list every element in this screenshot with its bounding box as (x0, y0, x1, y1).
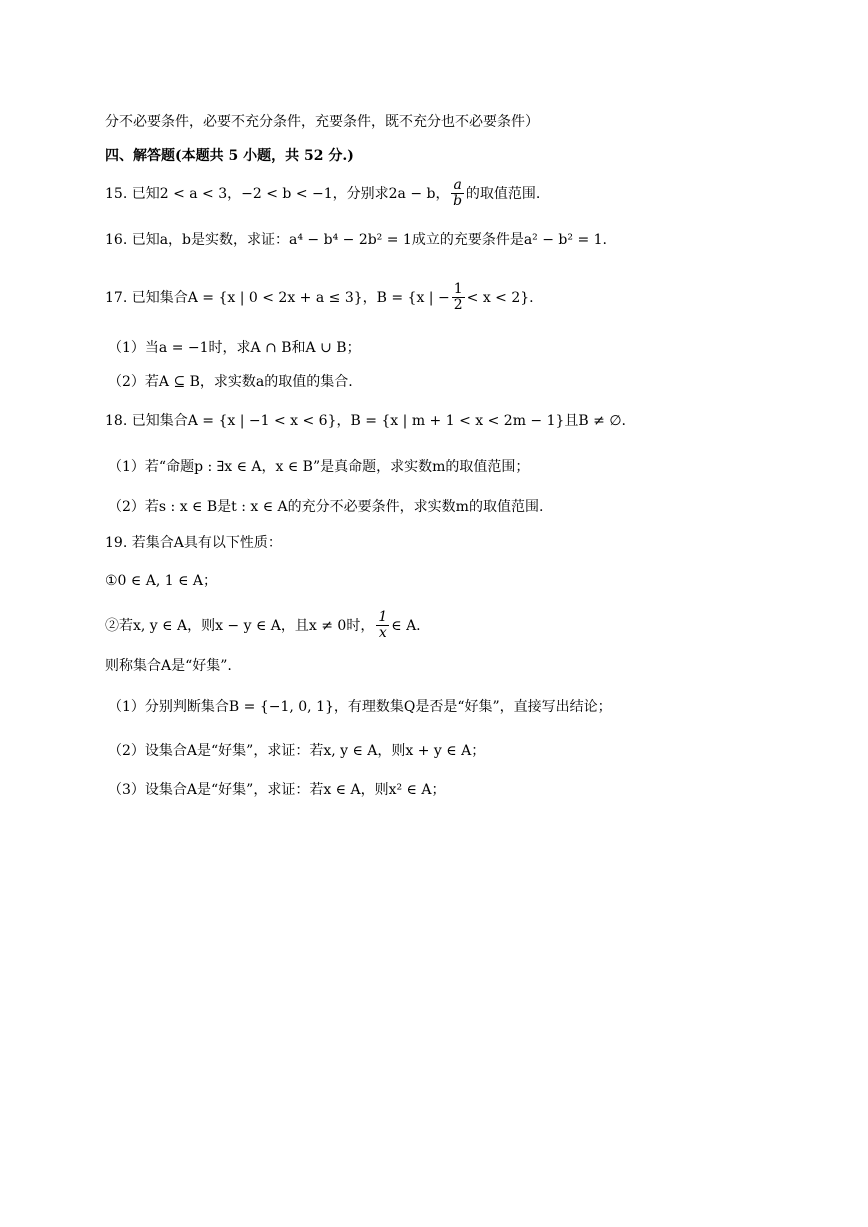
question-19: 19. 若集合A具有以下性质： (105, 535, 282, 551)
question-15-text-a: 15. 已知2 < a < 3，−2 < b < −1，分别求2a − b， (105, 185, 450, 202)
question-17-text-a: 17. 已知集合A = {x | 0 < 2x + a ≤ 3}，B = {x | − (105, 289, 450, 306)
question-19-part-3: （3）设集合A是“好集”，求证：若x ∈ A，则x² ∈ A； (108, 782, 446, 798)
fraction-numerator: a (453, 177, 462, 193)
question-19-part-1: （1）分别判断集合B = {−1, 0, 1}，有理数集Q是否是“好集”，直接写出结论； (108, 699, 612, 715)
question-19-property-2 (105, 610, 421, 642)
question-17-fraction (452, 282, 465, 314)
question-19-property-1: ①0 ∈ A, 1 ∈ A； (105, 573, 218, 589)
question-19-part-2: （2）设集合A是“好集”，求证：若x, y ∈ A，则x + y ∈ A； (108, 743, 486, 759)
fraction-numerator: 1 (378, 609, 388, 625)
question-19-fraction (376, 610, 389, 642)
question-16: 16. 已知a，b是实数，求证：a⁴ − b⁴ − 2b² = 1成立的充要条件是a² − b² = 1. (105, 232, 607, 248)
question-18: 18. 已知集合A = {x | −1 < x < 6}，B = {x | m + 1 < x < 2m − 1}且B ≠ ∅. (105, 413, 626, 429)
question-17 (105, 282, 534, 314)
question-19-property-2-text-a: ②若x, y ∈ A，则x − y ∈ A，且x ≠ 0时， (105, 617, 375, 634)
fraction-denominator: b (453, 193, 463, 210)
question-18-part-1: （1）若“命题p : ∃x ∈ A，x ∈ B”是真命题，求实数m的取值范围； (108, 459, 530, 475)
question-17-part-1: （1）当a = −1时，求A ∩ B和A ∪ B； (108, 340, 361, 356)
question-17-part-2: （2）若A ⊆ B，求实数a的取值的集合. (108, 374, 353, 390)
fraction-numerator: 1 (453, 281, 463, 297)
text-line-0: 分不必要条件，必要不充分条件，充要条件，既不充分也不必要条件） (105, 114, 539, 130)
question-15 (105, 178, 540, 210)
section-heading: 四、解答题(本题共 5 小题，共 52 分.) (105, 148, 354, 164)
question-18-part-2: （2）若s : x ∈ B是t : x ∈ A的充分不必要条件，求实数m的取值范围. (108, 499, 544, 515)
fraction-denominator: 2 (453, 297, 463, 314)
question-17-text-b: < x < 2}. (466, 289, 534, 306)
question-19-definition: 则称集合A是“好集”. (105, 658, 232, 674)
fraction-denominator: x (378, 625, 387, 642)
question-15-text-b: 的取值范围. (465, 185, 541, 202)
question-15-fraction (451, 178, 463, 210)
question-19-property-2-text-b: ∈ A. (391, 617, 421, 634)
